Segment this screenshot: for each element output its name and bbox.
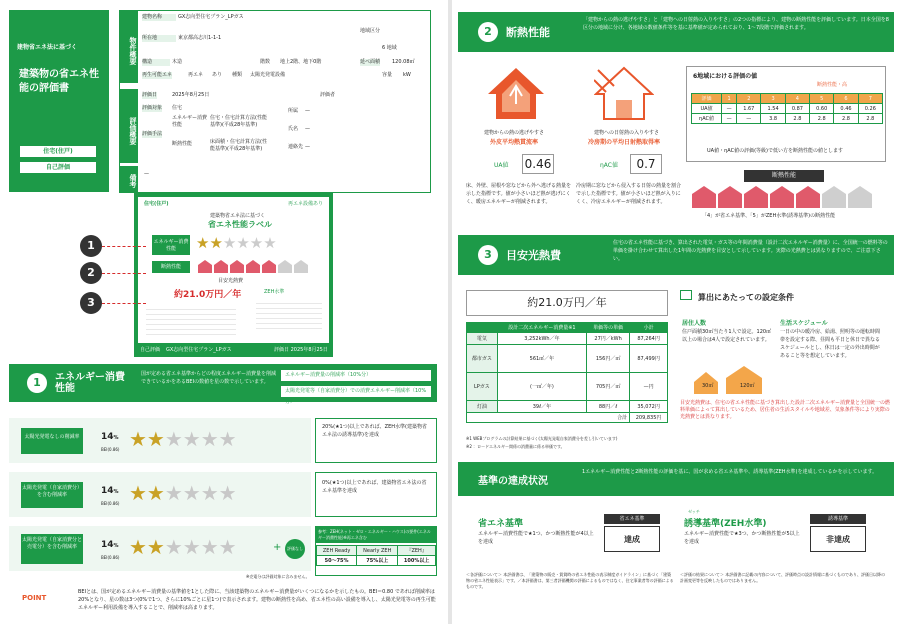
rt-h3: 3 (761, 94, 785, 104)
section4-desc: 1エネルギー消費性能と2断熱性能の評価を基に、国が求める省エネ基準や、誘導基準(ZEH水準)を達成しているかを示しています。 (582, 469, 878, 475)
point-label: POINT (22, 594, 47, 602)
structure-label: 構造 (142, 59, 170, 66)
rt-eta0: ηAC値 (692, 114, 722, 124)
cover-panel (9, 10, 109, 192)
rt-eta2: — (737, 114, 761, 124)
region-table-box (686, 66, 886, 162)
ct-h1: 単価等の単価 (587, 323, 630, 333)
structure-value: 木造 (172, 59, 183, 65)
row-3-extra: 評価なし (285, 539, 305, 559)
zeh-head-1: ZEH Ready (317, 546, 357, 556)
row-2-stars: ★★★★★★ (129, 481, 237, 505)
row-3 (9, 526, 311, 571)
houses-illustration (690, 364, 770, 398)
rt-eta3: 3.8 (761, 114, 785, 124)
label-re-tag: 再エネ設備あり (288, 201, 324, 207)
remarks-value: — (144, 171, 149, 177)
rt-eta6: 2.8 (834, 114, 858, 124)
row-1-label: 太陽光発電なしの削減率 (21, 428, 83, 454)
section3-number: 3 (478, 245, 498, 265)
rt-h6: 6 (834, 94, 858, 104)
method2-label: 断熱性能 (172, 141, 193, 147)
row-1-stars: ★★★★★★ (129, 427, 237, 451)
label-insulation-label: 断熱性能 (152, 261, 190, 273)
section4-header (458, 462, 894, 496)
office-value: — (305, 108, 310, 114)
rt-eta7: 2.8 (858, 114, 882, 124)
callout-line-2 (102, 273, 146, 274)
cost-total: 約21.0万円／年 (466, 290, 668, 316)
std-b-ruby: ゼッチ (688, 509, 700, 514)
row-3-pct (101, 540, 119, 550)
rt-h5: 5 (810, 94, 834, 104)
ct-r2c1: (一㎥／年) (497, 373, 586, 401)
section2-title: 断熱性能 (506, 26, 550, 39)
rt-ua4: 0.87 (785, 104, 809, 114)
house1-text: 建物からの熱の逃げやすさ (484, 130, 545, 136)
region-value: 6 地域 (382, 45, 397, 51)
contact-label: 連絡先 (288, 144, 304, 150)
house1-desc: 床、外壁、屋根や窓などから外へ逃げる熱量を示した指標です。値が小さいほど熱が逃げにくく、暖房エネルギーが削減されます。 (466, 183, 572, 205)
section1-title: エネルギー消費性能 (55, 372, 125, 394)
cost-table (466, 322, 668, 423)
label-zeh: ZEH水準 (264, 289, 285, 295)
criteria-box-1: 20%(★1つ)以上であれば、ZEH水準(建築物省エネ法の誘導基準)を達成 (315, 418, 437, 463)
row-1 (9, 418, 311, 463)
cover-title: 建築物の省エネ性能の評価書 (19, 69, 99, 94)
area-label: 延べ面積 (360, 59, 381, 65)
cover-badge-dwelling: 住宅(住戸) (20, 146, 96, 157)
section-remarks: 備考 (120, 166, 138, 192)
std-a-title: 省エネ基準 (478, 519, 524, 529)
section2-desc: 「建物からの熱の逃げやすさ」と「建物への日射熱の入りやすさ」の2つの指標により、建物の断熱性能を評価しています。日本全国を8区分の地域に分け、各地域の数値条件等を基に基準値が定められており、1〜7段階で評価されます。 (583, 17, 889, 31)
callout-line-1 (102, 246, 146, 247)
criteria-box-2: 0%(★1つ)以上であれば、建築物省エネ法の省エネ基準を達成 (315, 472, 437, 517)
ct-r1c0: 都市ガス (467, 345, 498, 373)
row-2-label: 太陽光発電（自家消費分）を含む削減率 (21, 482, 83, 508)
pc-icon (680, 290, 692, 300)
label-dwelling-tag: 住宅(住戸) (144, 201, 169, 207)
name-value: GX志向型住宅プラン_LPガス (178, 14, 244, 20)
section3-header (458, 235, 894, 275)
std-a-result: 達成 (604, 526, 660, 552)
section1-note2: 太陽光発電等（自家消費分）での消費エネルギー削減率（10%分） (281, 386, 431, 397)
callout-2: 2 (80, 262, 102, 284)
house2-unit: ηAC値 (600, 162, 618, 169)
ct-r0c0: 電気 (467, 333, 498, 345)
std-b-tag: 誘導基準 (810, 514, 866, 524)
ct-sum-value: 209,835円 (630, 413, 668, 423)
rt-ua1: — (722, 104, 737, 114)
cond2-title: 生活スケジュール (780, 320, 828, 327)
ct-r3c1: 39ℓ／年 (497, 401, 586, 413)
renewable-type-label: 種類 (232, 72, 243, 78)
house2-text: 建物への日射熱の入りやすさ (594, 130, 660, 136)
section1-rows (9, 410, 437, 580)
house1-unit: UA値 (494, 162, 509, 169)
row-2-pct-unit: % (113, 489, 119, 495)
std-b-text: エネルギー消費性能で★3つ、かつ断熱性能が5以上を達成 (684, 531, 800, 545)
rt-ua7: 0.26 (858, 104, 882, 114)
right-page (454, 0, 900, 624)
cond1-text: 住戸面積30㎡当たり1人で設定。120㎡以上の場合は4人で設定されています。 (682, 329, 772, 343)
region-table (691, 93, 883, 124)
label-heading: 建築物省エネ法に基づく (210, 213, 266, 219)
address-value: 東京都高志川1-1-1 (178, 35, 222, 41)
rt-ua0: UA値 (692, 104, 722, 114)
rt-eta4: 2.8 (785, 114, 809, 124)
person-label: 氏名 (288, 126, 299, 132)
left-page (0, 0, 446, 624)
row-1-pct-unit: % (113, 435, 119, 441)
house1-value: 0.46 (522, 154, 554, 174)
row-2 (9, 472, 311, 517)
zeh-requirements (315, 526, 437, 576)
house-b-label: 120㎡ (740, 383, 755, 389)
section1-number: 1 (27, 373, 47, 393)
section1-header (9, 364, 437, 405)
method-label: 評価手法 (142, 131, 163, 137)
ct-r1c3: 87,499円 (630, 345, 668, 373)
energy-label-card (134, 193, 333, 357)
label-fineprint (146, 305, 236, 335)
callout-line-3 (102, 303, 146, 304)
section-evaluation: 評価概要 (120, 89, 138, 163)
house1-title: 外皮平均熱貫流率 (490, 139, 539, 146)
house2-title: 冷房期の平均日射熱取得率 (588, 139, 661, 146)
ct-r1c2: 156円／㎥ (587, 345, 630, 373)
label-cost-label: 目安光熱費 (218, 278, 244, 284)
label-stars: ★★★★★★ (196, 234, 277, 252)
point-text: BEIとは、国が定めるエネルギー消費量の基準値を1とした際に、当該建築物のエネルギー消費量がいくつになるかを示したもの。BEI＝0.80 であれば削減率は 20%となり、星の数は3つ(0%で1つ、さらに10%ごとに星1つ)で表示されます。建物の断熱性を高め、省エネ性の高い設備を導入し、太陽光発電等の再生可能エネルギー利用設備を導入することで、削減率は高まります。 (78, 589, 436, 611)
label-footer-left: 自己評価 (140, 347, 161, 353)
renewable-label: 再生可能エネ (142, 72, 173, 78)
date-label: 評価日 (142, 92, 158, 98)
footer-a: ＜各評価について＞ 本評価書は、「建築物の販売・賃貸時の省エネ性能の表示制度ガイドライン」に基づく「建築物の省エネ性能表示」です。／本評価書は、第三者評価機関の評価によるものではなく、住宅事業者等の評価によるものです。 (466, 572, 674, 589)
house-a-label: 30㎡ (702, 383, 714, 389)
section3-desc: 住宅の省エネ性能に基づき、算出された電気・ガス等の年間消費量（設計二次エネルギー消費量）に、全国統一の燃料等の単価を掛け合わせて算出した1年間の光熱費を目安として示しています。実際の光熱費とは異なりますので、ご注意下さい。 (613, 240, 888, 262)
section4-title: 基準の達成状況 (478, 476, 548, 487)
zeh-title: 参考：ZEH(ネット・ゼロ・エネルギー・ハウス)の要件(エネルギー消費性能)※再エネ含む (316, 527, 436, 543)
callout-1: 1 (80, 235, 102, 257)
label-zeh-fineprint (256, 299, 322, 329)
region-table-arrow: 断熱性能・高 (817, 82, 848, 88)
ct-h0: 設計二次エネルギー消費量※1 (497, 323, 586, 333)
zeh-val-3: 100%以上 (398, 556, 436, 566)
std-b-result: 非達成 (810, 526, 866, 552)
person-value: — (305, 126, 310, 132)
office-label: 所属 (288, 108, 299, 114)
house2-value: 0.7 (630, 154, 662, 174)
ct-h2: 小計 (630, 323, 668, 333)
name-label: 建物名称 (142, 14, 176, 21)
rt-ua3: 1.54 (761, 104, 785, 114)
callout-3: 3 (80, 292, 102, 314)
address-label: 所在地 (142, 35, 176, 42)
label-title: 省エネ性能ラベル (208, 220, 272, 229)
section1-note1: エネルギー消費量の削減率（10%分） (281, 370, 431, 381)
ct-sum-label: 合計 (467, 413, 630, 423)
scale-label: 断熱性能 (744, 170, 824, 182)
method1-label: エネルギー消費性能 (172, 115, 208, 128)
capacity-label: 容量 (382, 72, 393, 78)
label-energy-label: エネルギー消費性能 (152, 235, 190, 255)
cond1-title: 居住人数 (682, 320, 707, 327)
row-3-bei: BEI(0.86) (101, 555, 120, 560)
ct-r0c2: 27円／kWh (587, 333, 630, 345)
row-2-pct (101, 486, 119, 496)
ct-r2c2: 705円／㎥ (587, 373, 630, 401)
renewable-value-2: あり (212, 72, 223, 78)
label-cost-value: 約21.0万円／年 (174, 290, 242, 300)
conditions-title: 算出にあたっての設定条件 (698, 293, 794, 302)
zeh-table (316, 545, 436, 566)
zeh-head-2: Nearly ZEH (357, 546, 398, 556)
cond2-text: 一日の中の暖冷房、給湯、照明等の運転時間帯を設定する際、昼間も平日と休日で異なるスケジュールとし、休日は一定の外出時間があること等を想定しています。 (780, 329, 881, 359)
row-3-pct-value: 14 (101, 540, 114, 550)
std-a-tag: 省エネ基準 (604, 514, 660, 524)
renewable-value-1: 再エネ (188, 72, 204, 78)
row-2-pct-value: 14 (101, 486, 114, 496)
rt-h2: 2 (737, 94, 761, 104)
method2-value: 床面積・住宅計算方法(性能基準)(平成28年基準) (210, 139, 267, 152)
rt-eta1: — (722, 114, 737, 124)
footer-b: ＜評価の結果について＞ 本評価書に記載の内容について、評価時点の設計情報に基づくものであり、評価日以降の計画変更等を反映したものではありません。 (680, 572, 886, 583)
section2-header (458, 12, 894, 52)
std-a-text: エネルギー消費性能で★1つ、かつ断熱性能が4以上を達成 (478, 531, 594, 545)
section2-number: 2 (478, 22, 498, 42)
rt-h0: 評価 (692, 94, 722, 104)
area-value: 120.08㎡ (392, 59, 415, 65)
ct-r0c1: 3,252kWh／年 (497, 333, 586, 345)
label-footer-name: GX志向型住宅プラン_LPガス (166, 347, 232, 353)
house-ua-icon (486, 66, 546, 123)
ct-r2c0: LPガス (467, 373, 498, 401)
scale-note: 「4」が省エネ基準、「5」がZEH水準(誘導基準)の断熱性能 (702, 213, 836, 219)
house2-desc: 冷房期に窓などから侵入する日射の熱量を割合で示した指標です。値が小さいほど熱が入りにくく、冷房エネルギーが削減されます。 (576, 183, 682, 205)
property-summary (119, 10, 431, 193)
page-divider (448, 0, 452, 624)
zeh-val-1: 50〜75% (317, 556, 357, 566)
row-3-plus: + (273, 542, 282, 553)
row-3-label: 太陽光発電（自家消費分と売電分）を含む削減率 (21, 534, 83, 564)
row-3-stars: ★★★★★★ (129, 535, 237, 559)
row-1-bei: BEI(0.86) (101, 447, 120, 452)
region-table-note: UA値・ηAC値の評価(等級)で低い方を断熱性能の値とします (707, 148, 843, 154)
cover-badge-self: 自己評価 (20, 162, 96, 173)
label-footer-date: 評価日 2025年8月25日 (274, 347, 328, 353)
contact-value: — (305, 144, 310, 150)
zeh-val-2: 75%以上 (357, 556, 398, 566)
ct-r1c1: 561㎥／年 (497, 345, 586, 373)
house-eta-icon (594, 66, 654, 123)
ct-r3c3: 35,072円 (630, 401, 668, 413)
row-3-pct-unit: % (113, 543, 119, 549)
section1-footnote: ※売電分は評価対象に含みません。 (246, 574, 310, 579)
rt-h4: 4 (785, 94, 809, 104)
method1-value: 住宅・住宅計算方法(性能基準)(平成28年基準) (210, 115, 267, 128)
rt-h7: 7 (858, 94, 882, 104)
floors-value: 地上2階、地下0階 (280, 59, 322, 65)
rt-ua2: 1.67 (737, 104, 761, 114)
renewable-type-value: 太陽光発電設備 (250, 72, 286, 78)
label-insulation-scale (196, 259, 316, 274)
region-label: 地域区分 (360, 28, 381, 34)
row-1-pct-value: 14 (101, 432, 114, 442)
ct-r0c3: 87,264円 (630, 333, 668, 345)
floors-label: 階数 (260, 59, 271, 65)
section1-desc: 国が定める省エネ基準からどの程度エネルギー消費量を削減できているかをあるBEIの数値を星の数で示しています。 (141, 371, 277, 385)
conditions-warning: 目安光熱費は、住宅の省エネ性能に基づき算出した設計二次エネルギー消費量と全国統一の燃料単価によって算出しているため、居住者の生活スタイルや地域差、気象条件等により実際の光熱費とは異なります。 (680, 400, 891, 420)
ct-r3c0: 灯油 (467, 401, 498, 413)
purpose-value: 住宅 (172, 105, 183, 111)
section-property: 物件概要 (120, 11, 138, 83)
row-2-bei: BEI(0.86) (101, 501, 120, 506)
cost-foot1: ※1 WEBプログラムの計算結果に基づく(太陽光発電自家消費分を差し引いています) (466, 436, 618, 441)
capacity-value: kW (403, 72, 411, 78)
row-1-pct (101, 432, 119, 442)
insulation-scale (690, 184, 880, 212)
zeh-head-3: 『ZEH』 (398, 546, 436, 556)
purpose-label: 評価対象 (142, 105, 163, 111)
rt-h1: 1 (722, 94, 737, 104)
cost-foot2: ※2 ：ロードエネルギー関係の消費量に係る単価です。 (466, 444, 565, 449)
ct-r2c3: —円 (630, 373, 668, 401)
rt-ua5: 0.60 (810, 104, 834, 114)
rt-ua6: 0.46 (834, 104, 858, 114)
evaluator-label: 評価者 (320, 92, 336, 98)
cover-header: 建物省エネ法に基づく (17, 44, 78, 51)
section3-title: 目安光熱費 (506, 249, 561, 262)
date-value: 2025年8月25日 (172, 92, 210, 98)
region-table-title: 6地域における評価の値 (693, 73, 758, 80)
ct-r3c2: 88円／ℓ (587, 401, 630, 413)
rt-eta5: 2.8 (810, 114, 834, 124)
std-b-title: 誘導基準(ZEH水準) (684, 519, 767, 529)
